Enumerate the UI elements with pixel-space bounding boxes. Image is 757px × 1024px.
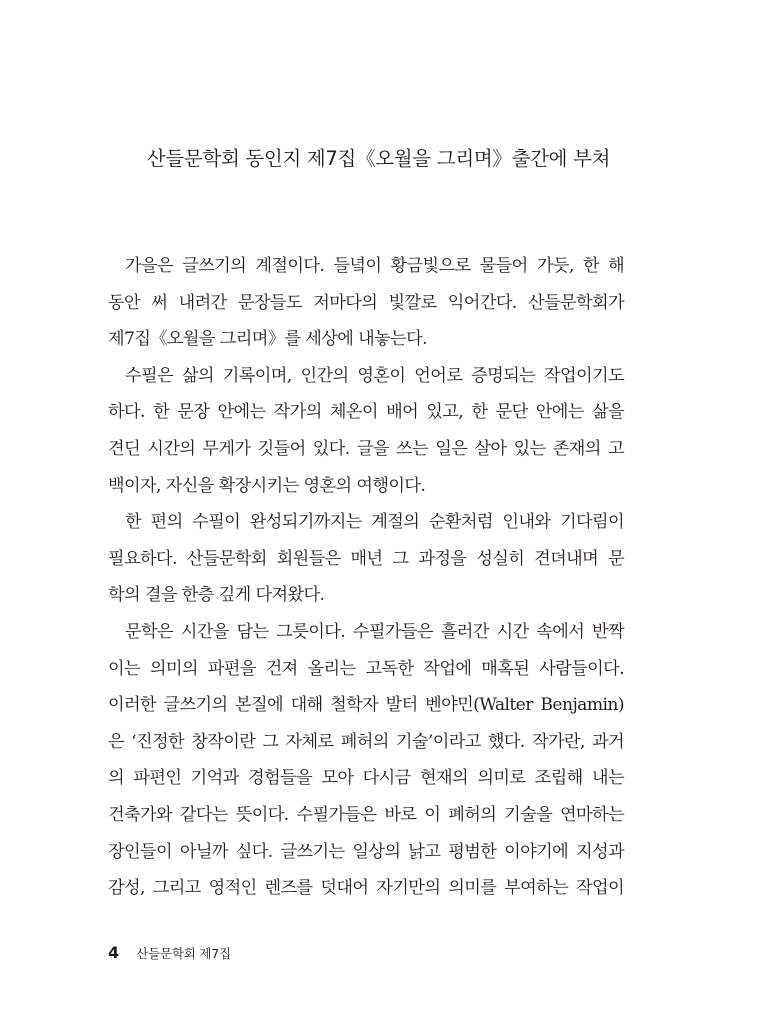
page-footer [108, 943, 231, 962]
running-title: 산들문학회 제7집 [136, 946, 231, 961]
text-line: 하다. 한 문장 안에는 작가의 체온이 배어 있고, 한 문단 안에는 삶을 [108, 402, 624, 423]
text-line: 제7집《오월을 그리며》를 세상에 내놓는다. [108, 329, 428, 350]
text-line: 이러한 글쓰기의 본질에 대해 철학자 발터 벤야민(Walter Benjamin) [108, 695, 624, 716]
text-line: 가을은 글쓰기의 계절이다. 들녘이 황금빛으로 물들어 가듯, 한 해 [125, 256, 624, 276]
text-line: 백이자, 자신을 확장시키는 영혼의 여행이다. [108, 475, 426, 496]
text-line: 문학은 시간을 담는 그릇이다. 수필가들은 흘러간 시간 속에서 반짝 [125, 621, 624, 642]
text-line: 장인들이 아닐까 싶다. 글쓰기는 일상의 낡고 평범한 이야기에 지성과 [108, 841, 624, 862]
text-line: 한 편의 수필이 완성되기까지는 계절의 순환처럼 인내와 기다림이 [125, 512, 624, 533]
body-text [108, 248, 624, 907]
text-line: 의 파편인 기억과 경험들을 모아 다시금 현재의 의미로 조립해 내는 [108, 768, 624, 789]
page-number: 4 [108, 943, 120, 962]
text-line: 은 ‘진정한 창작이란 그 자체로 폐허의 기술’이라고 했다. 작가란, 과거 [108, 731, 624, 752]
text-line: 학의 결을 한층 깊게 다져왔다. [108, 585, 325, 606]
text-line: 견딘 시간의 무게가 깃들어 있다. 글을 쓰는 일은 살아 있는 존재의 고 [108, 438, 624, 459]
page-title: 산들문학회 동인지 제7집《오월을 그리며》출간에 부쳐 [146, 147, 611, 170]
text-line: 이는 의미의 파편을 건져 올리는 고독한 작업에 매혹된 사람들이다. [108, 658, 624, 679]
text-line: 수필은 삶의 기록이며, 인간의 영혼이 언어로 증명되는 작업이기도 [125, 365, 624, 386]
text-line: 필요하다. 산들문학회 회원들은 매년 그 과정을 성실히 견뎌내며 문 [108, 548, 624, 569]
text-line: 건축가와 같다는 뜻이다. 수필가들은 바로 이 폐허의 기술을 연마하는 [108, 804, 624, 825]
text-line: 동안 써 내려간 문장들도 저마다의 빛깔로 익어간다. 산들문학회가 [108, 292, 624, 313]
text-line: 감성, 그리고 영적인 렌즈를 덧대어 자기만의 의미를 부여하는 작업이 [108, 878, 624, 899]
